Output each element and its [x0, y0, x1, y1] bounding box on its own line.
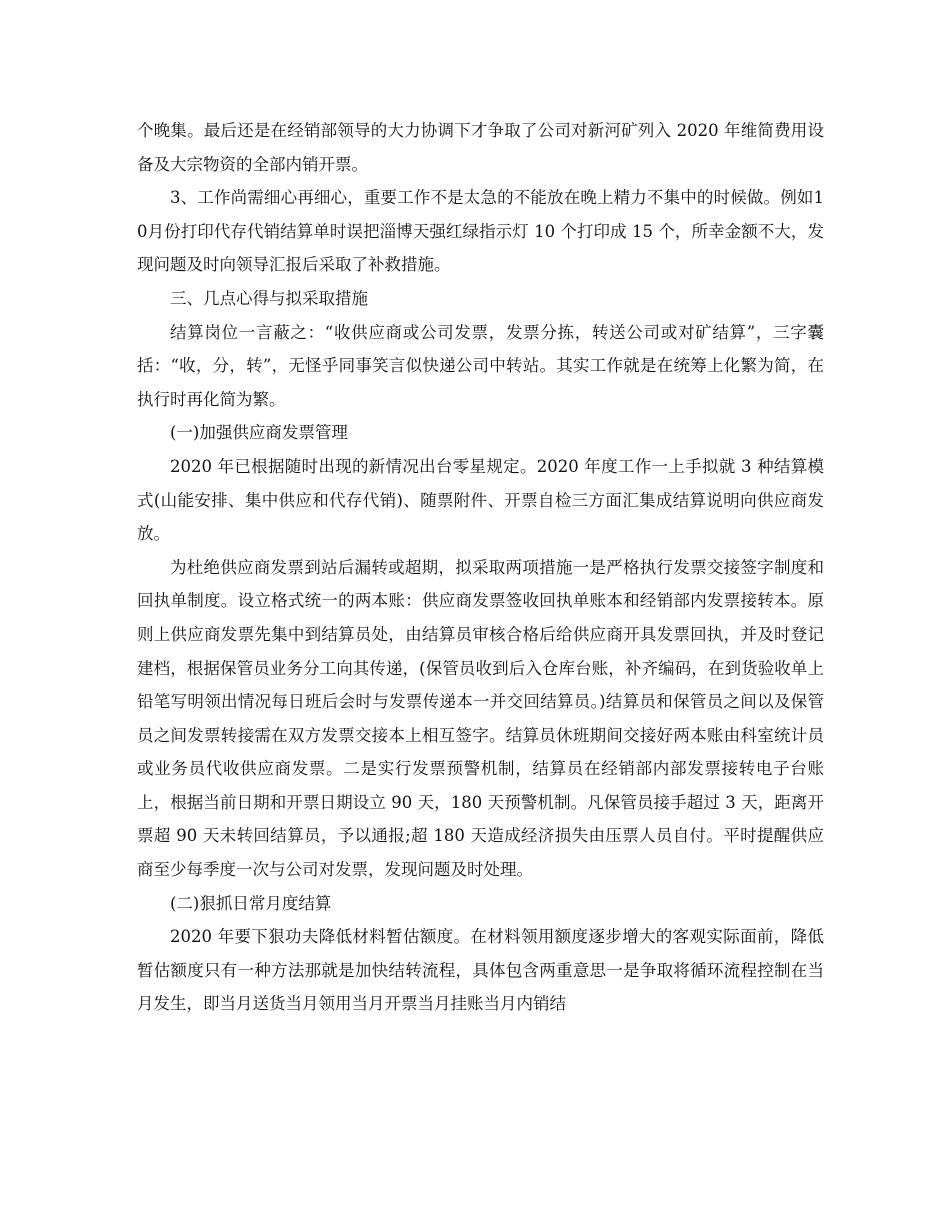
paragraph-9: 2020 年要下狠功夫降低材料暂估额度。在材料领用额度逐步增大的客观实际面前，降低暂估额度只有一种方法那就是加快结转流程，具体包含两重意思一是争取将循环流程控制在当月发生，即当月送货当月领用当月开票当月挂账当月内销结 — [137, 927, 824, 1014]
subsection-heading-1: (一)加强供应商发票管理 — [170, 423, 348, 443]
paragraph-6: 2020 年已根据随时出现的新情况出台零星规定。2020 年度工作一上手拟就 3 种结算模式(山能安排、集中供应和代存代销)、随票附件、开票自检三方面汇集成结算说明向供应商发放。 — [137, 456, 824, 544]
subsection-heading-2: (二)狠抓日常月度结算 — [170, 893, 332, 913]
section-heading-3: 三、几点心得与拟采取措施 — [170, 288, 368, 308]
paragraph-4: 结算岗位一言蔽之：“收供应商或公司发票，发票分拣，转送公司或对矿结算”，三字囊括：“收，分，转”，无怪乎同事笑言似快递公司中转站。其实工作就是在统筹上化繁为简，在执行时再化简为繁。 — [137, 322, 824, 409]
paragraph-7: 为杜绝供应商发票到站后漏转或超期，拟采取两项措施一是严格执行发票交接签字制度和回执单制度。设立格式统一的两本账：供应商发票签收回执单账本和经销部内发票接转本。原则上供应商发票先集中到结算员处，由结算员审核合格后给供应商开具发票回执，并及时登记建档，根据保管员业务分工向其传递，(保管员收到后入仓库台账，补齐编码，在到货验收单上铅笔写明领出情况每日班后会时与发票传递本一并交回结算员。)结算员和保管员之间以及保管员之间发票转接需在双方发票交接本上相互签字。结算员休班期间交接好两本账由科室统计员或业务员代收供应商发票。二是实行发票预警机制，结算员在经销部内部发票接转电子台账上，根据当前日期和开票日期设立 90 天，180 天预警机制。凡保管员接手超过 3 天，距离开票超 90 天未转回结算员，予以通报;超 180 天造成经济损失由压票人员自付。平时提醒供应商至少每季度一次与公司对发票，发现问题及时处理。 — [137, 557, 824, 880]
paragraph-1: 个晚集。最后还是在经销部领导的大力协调下才争取了公司对新河矿列入 2020 年维简费用设备及大宗物资的全部内销开票。 — [137, 121, 824, 174]
paragraph-2: 3、工作尚需细心再细心，重要工作不是太急的不能放在晚上精力不集中的时候做。例如10月份打印代存代销结算单时误把淄博天强红绿指示灯 10 个打印成 15 个，所幸金额不大，发现问题及时向领导汇报后采取了补救措施。 — [137, 188, 824, 275]
